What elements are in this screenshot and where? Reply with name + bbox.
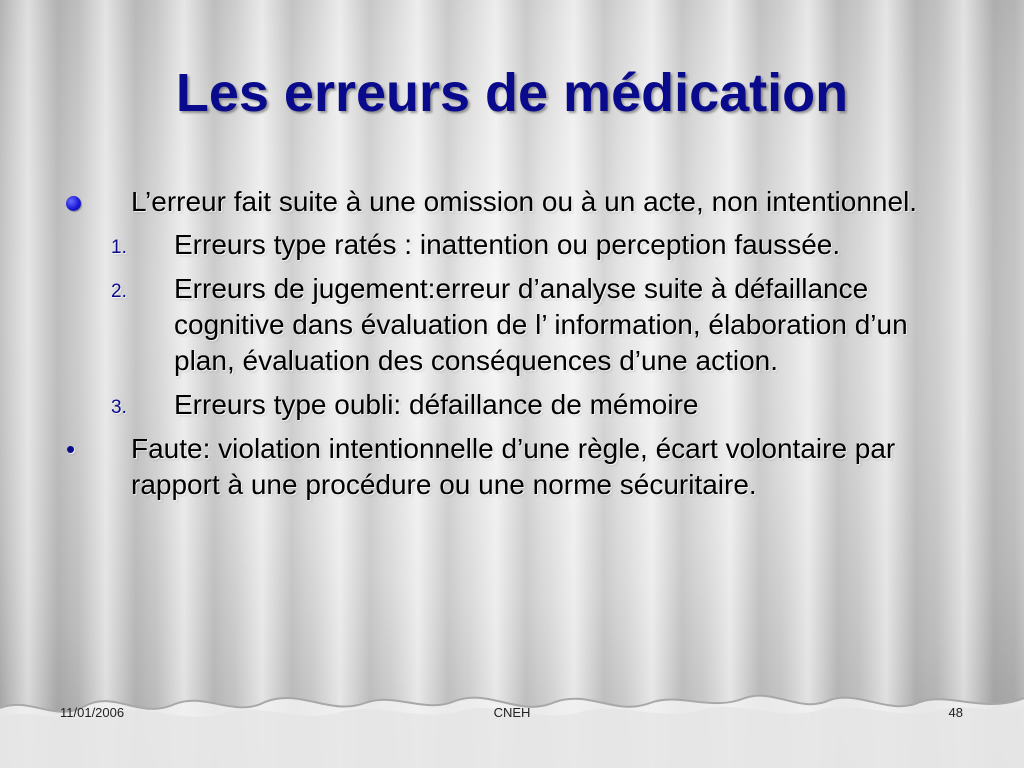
slide-title: Les erreurs de médication — [175, 63, 849, 123]
footer-organization: CNEH — [493, 705, 531, 720]
list-item-number: 3. — [111, 397, 127, 418]
bullet-dot-icon — [66, 196, 81, 211]
list-item-number: 2. — [111, 281, 127, 302]
list-item — [60, 271, 960, 379]
footer-date: 11/01/2006 — [60, 705, 125, 720]
list-item — [60, 184, 960, 220]
list-item-number: 1. — [111, 237, 127, 258]
list-item-text: Erreurs de jugement:erreur d’analyse suite à défaillance cognitive dans évaluation de l’ information, élaboration d’un plan, évaluation des conséquences d’une action. — [174, 273, 908, 376]
list-item-bullet: • — [66, 434, 76, 464]
slide-body — [60, 184, 960, 510]
list-item — [60, 227, 960, 263]
list-item-text: Erreurs type ratés : inattention ou perception faussée. — [174, 229, 841, 260]
list-item-text: Erreurs type oubli: défaillance de mémoire — [174, 389, 699, 420]
page-number: 48 — [948, 705, 963, 720]
list-item-text: Faute: violation intentionnelle d’une règle, écart volontaire par rapport à une procédure ou une norme sécuritaire. — [131, 433, 896, 500]
list-item-text: L’erreur fait suite à une omission ou à un acte, non intentionnel. — [131, 186, 918, 217]
list-item — [60, 431, 960, 503]
list-item — [60, 387, 960, 423]
